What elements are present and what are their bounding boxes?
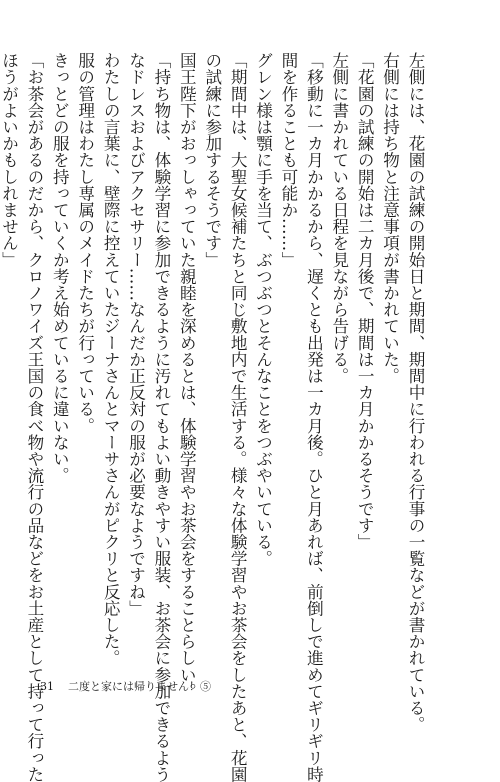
text-line: 「お茶会があるのだから、クロノワイズ王国の食べ物や流行の品などをお土産として持って行った xyxy=(24,52,44,782)
text-line: 「移動に一カ月かかるから、遅くとも出発は一カ月後。ひと月あれば、前倒しで進めてギリギリ時 xyxy=(304,52,324,782)
page-footer xyxy=(40,680,211,694)
text-line: 「期間中は、大聖女候補たちと同じ敷地内で生活する。様々な体験学習やお茶会をしたあと、花園 xyxy=(228,52,248,782)
text-line: の試練に参加するそうです」 xyxy=(202,52,222,268)
text-line: 「花園の試練の開始は二カ月後で、期間は一カ月かかるそうです」 xyxy=(355,52,375,550)
text-line: 右側には持ち物と注意事項が書かれていた。 xyxy=(380,52,400,384)
text-line: なドレスおよびアクセサリー……なんだか正反対の服が必要なようですね」 xyxy=(126,52,146,617)
book-title: 二度と家には帰りません！⑤ xyxy=(68,680,211,693)
text-line: 服の管理はわたし専属のメイドたちが行っている。 xyxy=(75,52,95,434)
page-number: 31 xyxy=(40,680,54,693)
text-line: 間を作ることも可能か……」 xyxy=(278,52,298,268)
text-line: 左側には、花園の試練の開始日と期間、期間中に行われる行事の一覧などが書かれている。 xyxy=(406,52,425,733)
text-line: きっとどの服を持っていくか考え始めているに違いない。 xyxy=(50,52,70,484)
text-line: 左側に書かれている日程を見ながら告げる。 xyxy=(329,52,349,384)
text-line: わたしの言葉に、壁際に控えていたジーナさんとマーサさんがピクリと反応した。 xyxy=(101,52,121,667)
text-line: グレン様は顎に手を当て、ぶつぶつとそんなことをつぶやいている。 xyxy=(253,52,273,567)
text-line: 「持ち物は、体験学習に参加できるように汚れてもよい動きやすい服装、お茶会に参加できるよう xyxy=(151,52,171,782)
text-line: ほうがよいかもしれません」 xyxy=(0,52,19,268)
text-line: 国王陛下がおっしゃっていた親睦を深めるとは、体験学習やお茶会をすることらしい。 xyxy=(177,52,197,700)
